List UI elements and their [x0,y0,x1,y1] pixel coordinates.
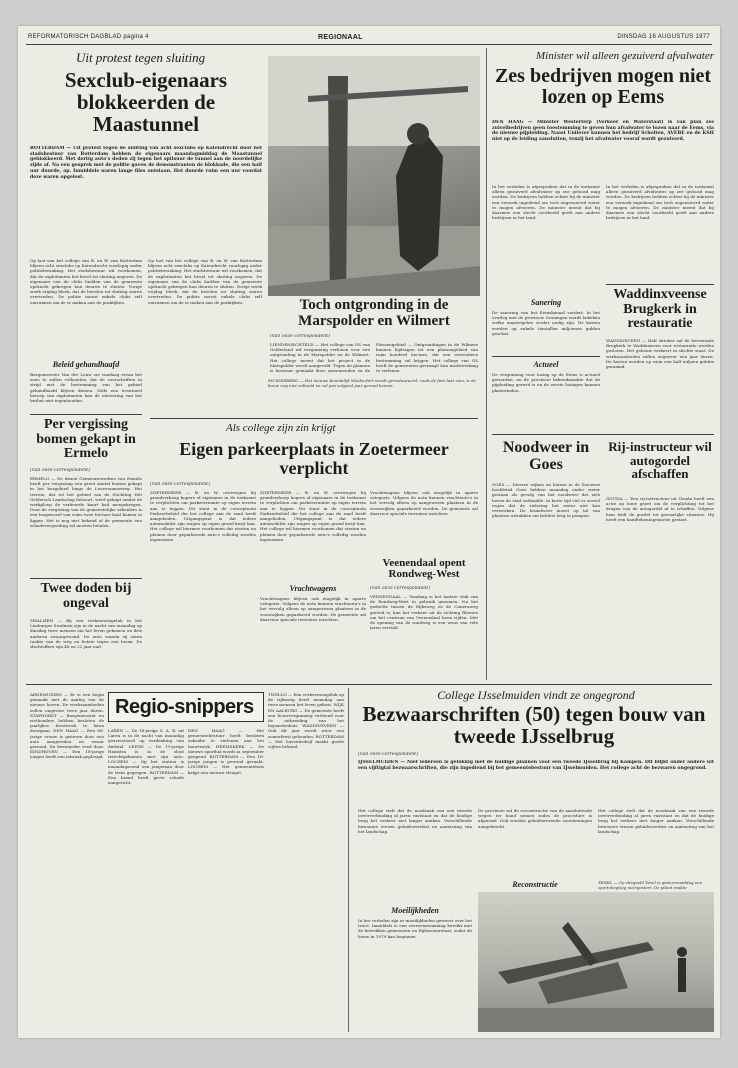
minister-rule [492,356,600,357]
header-paper-name: REFORMATORISCH DAGBLAD pagina 4 [28,34,149,40]
minister-subhead-sanering: Sanering [530,298,562,307]
sexclub-kicker: Uit protest tegen sluiting [76,50,206,65]
newspaper-page [18,26,720,1038]
minister-subhead-actueel: Actueel [533,360,559,369]
waddinx-headline: Waddinxveense Brugkerk in restauratie [613,287,707,332]
toch-body2: Plassengebied — Ontgrondingen in de Wilmert kunnen bijdragen tot een plassengebied van ruim honderd hectare, dat een recreatieve bestemming zal krijgen. Het college van GS heeft de gemeenten gevraagd hun medewerking te verlenen. [376,342,478,374]
minister-body2: De sanering van het Eemskanaal vordert. In het overleg met de provincie Groningen wordt bekeken welke maatregelen verder nodig zijn. De kosten worden op enkele tientallen miljoenen gulden geschat. [492,310,600,336]
ijssel-body-col3: Het college stelt dat de noodzaak van een tweede oeververbinding al jaren vaststaat en dat de huidige brug het verkeer niet langer aankan. Verschillende bewoners vrezen geluidsoverlast en aantasting van het landschap. [598,808,714,834]
ongeval-body: SWALMEN — Bij een verkeersongeluk in het Limburgse Swalmen zijn in de nacht van maandag op dinsdag twee mensen om het leven gekomen en drie anderen zwaargewond. De auto waarin zij zaten raakte van de weg en botste tegen een boom. De slachtoffers zijn 48 en 22 jaar oud. [30,618,142,650]
ijssel-source: (Van onze correspondent) [358,752,418,757]
sexclub-headline: Sexclub-eigenaars blokkeerden de Maastunnel [64,68,228,136]
regio-col4: TWELLO — Een verkeersongeluk op de rijksweg heeft maandag aan twee mensen het leven gekost. WIJK EN AALBURG — De gemeente heeft een bouwvergunning verleend voor de uitbreiding van het bejaardenhuis. WADDINXVEEN — Ook dit jaar wordt weer een zomerfeest gehouden. ROTTERDAM — Het havenbedrijf maakt goede cijfers bekend. [268,692,344,750]
rondweg-headline: Veenendaal opent Rondweg-West [382,557,466,581]
photo1-caption: MUIDERBERG — Het nieuwe Koninklijk Weekerfort wordt gerestaureerd; zoals de foto laat zien, is de bouw nog niet voltooid en zal pas volgend jaar gereed komen. [268,378,476,388]
ijssel-subhead-moeilijkheden: Moeilijkheden [391,906,439,915]
ijssel-lead: IJSSELMUIDEN — Niet iedereen is gelukkig met de huidige plannen voor een tweede IJsselbrug bij Kampen. Dit blijkt onder andere uit een vijftigtal bezwaarschriften, die zijn ingediend bij het gemeentebestuur van IJsselmuiden. Het college acht de bezwaren ongegrond. [358,760,714,771]
ermelo-body: ERMELO — De dienst Gemeentewerken van Ermelo heeft per vergissing een groot aantal bomen gekapt in het bosgebied langs de Leuvenumseweg. Het terrein, dat tot het gebied van de Stichting Het Geldersch Landschap behoort, werd gekapt omdat de werkploeg de verkeerde kaart had meegekregen. Door de vergissing van de gemeentelijke arbeiders is een bosperceel van ruim twee hectare kaal komen te liggen. Het is nog niet bekend of de gemeente een schadevergoeding zal moeten betalen. [30,476,142,528]
photo-plane-scene [478,892,714,1032]
regio-snippers-box [108,692,264,722]
minister-lead: DEN HAAG — Minister Westerterp (Verkeer en Waterstaat) is van plan zes zuivelbedrijven geen toestemming te geven hun afvalwater te lozen naar de Eems, via de nieuwe pijpleiding. Naast Unilever kunnen het bedrijf Scholten, AVEBE en de KSH niet op de leiding aansluiten, tenzij het afvalwater vooraf wordt gezuiverd. [492,120,714,143]
midpage-rule [26,684,712,685]
regio-col1: ARNEMUIDEN — Er is een begin gemaakt met de aanleg van de nieuwe haven. De werkzaamheden zullen ongeveer twee jaar duren. STAPHORST — Burgemeester en wethouders hebben besloten de jaarlijkse feestweek te laten doorgaan. DEN HAAG — Een 68-jarige vrouw is gisteren door een auto aangereden en zwaar gewond. De bestuurder reed door. EINDHOVEN — Een 18-jarige jongen heeft een inbraak gepleegd. [30,692,104,760]
zoetermeer-body-col2: ZOETERMEER — B. en W. overwegen bij grondverkoop kopers of eigenaars in de toekomst te verplichten om parkeerruimte op eigen terrein aan te leggen. Dit staat in de conceptnota Parkeerbeleid die het college aan de raad heeft aangeboden. Uitgangspunt is dat iedere automobilist zijn wagen op eigen grond kwijt kan. Het college wil hiermee voorkomen dat straten en pleinen door geparkeerde auto's volledig worden ingenomen. [260,490,366,542]
ijssel-kicker: College IJsselmuiden vindt ze ongegrond [437,688,635,702]
header-rule [26,44,712,45]
regio-divider [348,688,349,1032]
ermelo-headline: Per vergissing bomen gekapt in Ermelo [36,417,136,462]
ijssel-body: Het college stelt dat de noodzaak van een tweede oeververbinding al jaren vaststaat en dat de huidige brug het verkeer niet langer aankan. Verschillende bewoners vrezen geluidsoverlast en aantasting van het landschap. [358,808,472,834]
zoetermeer-source: (Van onze correspondent) [150,482,210,487]
regio-col3: DEN HAAG — Het gemeentebestuur heeft besloten subsidie te verlenen aan het buurtwerk. HEEMSKERK — De nieuwe sporthal wordt in september geopend. ROTTERDAM — Een 16-jarige jongen is gewond geraakt. LOCHEM — Het gemeentehuis krijgt een nieuwe vleugel. [188,728,264,775]
minister-body3: De vergunning voor lozing op de Eems is actueel geworden, nu de provincie bekendmaakte dat de pijpleiding gereed is en de eerste lozingen kunnen plaatsvinden. [492,372,600,393]
column-divider-right [486,48,487,680]
noodweer-rule [492,434,714,435]
photo-plane-crash [478,892,714,1032]
sexclub-rule [30,414,142,415]
zoetermeer-headline: Eigen parkeerplaats in Zoetermeer verplicht [179,439,449,478]
ijssel-subhead-reconstructie: Reconstructie [512,880,558,889]
toch-source: (Van onze correspondent) [270,334,330,339]
rondweg-source: (Van onze correspondent) [370,586,430,591]
waddinx-rule [606,284,714,285]
sexclub-subhead: Beleid gehandhaafd [52,360,120,369]
zoetermeer-top-rule [150,418,478,419]
minister-body: In het verleden is afgesproken dat in de toekomst alleen gezuiverd afvalwater op zee geloosd mag worden. De bedrijven hebben echter bij de minister een verzoek ingediend om toch ongezuiverd water te mogen afvoeren. De minister meent dat hij daarmee een slecht voorbeeld geeft aan andere bedrijven in het land. [492,184,600,221]
sexclub-body: Op last van het college van B. en W. van Rotterdam blijven acht sexclubs op Katendrecht voorlopig onder politiebewaking. Het stadsbestuur wil voorkomen, dat de exploitanten het bevel tot sluiting negeren. De eigenaars van de clubs hadden van de gemeente opdracht gekregen hun deuren te sluiten. Vorige week vrijdag bleek, dat de bevelen tot sluiting waren overtreden. De politie moest enkele clubs zelf ontruimen om de te maken aan de praktijken. [30,258,142,305]
minister-body-col2: In het verleden is afgesproken dat in de toekomst alleen gezuiverd afvalwater op zee geloosd mag worden. De bedrijven hebben echter bij de minister een verzoek ingediend om toch ongezuiverd water te mogen afvoeren. De minister meent dat hij daarmee een slecht voorbeeld geeft aan andere bedrijven in het land. [606,184,714,221]
ijssel-body3: In het verleden zijn er moeilijkheden geweest over het tracé. Inmiddels is een overeenstemming bereikt met de betrokken gemeenten en Rijkswaterstaat, zodat de bouw in 1979 kan beginnen. [358,918,472,939]
header-date: DINSDAG 16 AUGUSTUS 1977 [617,34,710,40]
header-section: REGIONAAL [318,34,363,41]
rijinstructeur-headline: Rij-instructeur wil autogordel afschaffen [608,439,712,482]
minister-headline: Zes bedrijven mogen niet lozen op Eems [494,65,712,108]
zoetermeer-body2: Vrachtwagens blijven ook mogelijk in aparte categorie. Volgens de nota kunnen vrachtauto's in het vervolg alleen op aangewezen plaatsen in de woonwijken geparkeerd worden. De gemeente zal daarvoor speciale terreinen inrichten. [260,596,366,622]
ongeval-headline: Twee doden bij ongeval [40,581,132,611]
rondweg-body: VEENENDAAL — Vandaag is het laatste stuk van de Rondweg-West in gebruik genomen. Nu het gedeelte tussen de Rijksweg en de Cuneraweg gereed is, kan het verkeer uit de richting Rhenen om het centrum van Veenendaal heen rijden. Met de opening van de rondweg is een wens van vele jaren vervuld. [370,594,478,631]
ermelo-rule [30,578,142,579]
zoetermeer-body-col3: Vrachtwagens blijven ook mogelijk in aparte categorie. Volgens de nota kunnen vrachtauto's in het vervolg alleen op aangewezen plaatsen in de woonwijken geparkeerd worden. De gemeente zal daarvoor speciale terreinen inrichten. [370,490,478,516]
regio-snippers-title: Regio-snippers [115,696,254,718]
waddinx-body: WADDINXVEEN — Half oktober zal de hervormde Brugkerk te Waddinxveen voor restauratie worden gesloten. Het gebouw verkeert in slechte staat. De werkzaamheden zullen ongeveer een jaar duren. De kosten worden op ruim een half miljoen gulden geraamd. [606,338,714,370]
zoetermeer-body: ZOETERMEER — B. en W. overwegen bij grondverkoop kopers of eigenaars in de toekomst te verplichten om parkeerruimte op eigen terrein aan te leggen. Dit staat in de conceptnota Parkeerbeleid die het college aan de raad heeft aangeboden. Uitgangspunt is dat iedere automobilist zijn wagen op eigen grond kwijt kan. Het college wil hiermee voorkomen dat straten en pleinen door geparkeerde auto's volledig worden ingenomen. [150,490,256,542]
minister-kicker: Minister wil alleen gezuiverd afvalwater [535,50,714,62]
sexclub-body-col2: Op last van het college van B. en W. van Rotterdam blijven acht sexclubs op Katendrecht voorlopig onder politiebewaking. Het stadsbestuur wil voorkomen, dat de exploitanten het bevel tot sluiting negeren. De eigenaars van de clubs hadden van de gemeente opdracht gekregen hun deuren te sluiten. Vorige week vrijdag bleek, dat de bevelen tot sluiting waren overtreden. De politie moest enkele clubs zelf ontruimen om de te maken aan de praktijken. [148,258,262,305]
zoetermeer-subhead: Vrachtwagens [289,584,337,593]
sexclub-lead: ROTTERDAM — Uit protest tegen de sluiting van acht sexclubs op Katendrecht door het stadsbestuur van Rotterdam hebben de eigenaars maandagmiddag de Maastunnel geblokkeerd. Met dertig auto's deden zij tegen het spitsuur de tunnel aan de noordelijke zijde af. Na een gesprek met de politie gaven de demonstranten de blokkade, die een half uur duurde, op. Inmiddels waren lange files ontstaan. Het duurde ruim een uur voordat deze waren opgelost. [30,146,262,180]
ijssel-body-col2: De provincie zal de reconstructie van de aansluitende wegen ter hand nemen zodra de procedure is afgerond. Ook worden geluidswerende voorzieningen aangebracht. [478,808,592,829]
ermelo-source: (Van onze correspondent) [30,468,90,473]
sexclub-body2: Burgemeester Van der Louw zei vandaag ervan het eens te zullen volhouden, dat de voorschriften in strijd met de bestemming van het gebied gehandhaafd blijven dienen. Zelfs een eventueel beroep van exploitanten kan de uitvoering van het besluit niet tegenhouden. [30,372,142,404]
ijssel-photo-caption: TEXEL — Op vliegveld Texel is gisterenmiddag een sportvliegtuig neergestort. De piloot raakte [598,880,703,890]
rijinstructeur-body: GOUDA — Een rij-instructeur uit Gouda heeft een actie op touw gezet om de verplichting tot het dragen van de autogordel af te schaffen. Volgens hem leidt de gordel tot gevaarlijke situaties. Hij heeft een handtekeningenactie gestart. [606,496,714,522]
ijssel-headline: Bezwaarschriften (50) tegen bouw van tweede IJsselbrug [362,702,706,748]
noodweer-headline: Noodweer in Goes [502,439,590,473]
toch-headline: Toch ontgronding in de Marspolder en Wilmert [298,297,450,329]
noodweer-body: GOES — Diverse wijken en huizen in de Zeeuwse hoofdstad Goes hebben maandag onder water gestaan als gevolg van het noodweer dat zich boven de stad ontlaadde. In korte tijd viel er zoveel regen dat de riolering het water niet kon verwerken. De brandweer moest op tal van plaatsen uitrukken om kelders leeg te pompen. [492,482,600,519]
toch-body: LIENDEN/ECHTELD — Het college van GS van Gelderland wil vergunning verlenen voor een ontgronding in de Marspolder en de Wilmert. Het college meent dat het project in de Marspolder wordt aangevuld. Tegen de plannen is bezwaar gemaakt door omwonenden en de [270,342,370,374]
zoetermeer-kicker: Als college zijn zin krijgt [226,422,336,434]
regio-col2: LAREN — De 18-jarige S. A. B. uit Laren is in de nacht van maandag gearresteerd op verdenking van diefstal. LEENS — De 19-jarige Hamstra is in de sloot terechtgekomen met zijn auto. LOCHEM — Op het station is maandagavond een jongeman door de trein gegrepen. ROTTERDAM — Een brand heeft grote schade aangericht. [108,728,184,786]
